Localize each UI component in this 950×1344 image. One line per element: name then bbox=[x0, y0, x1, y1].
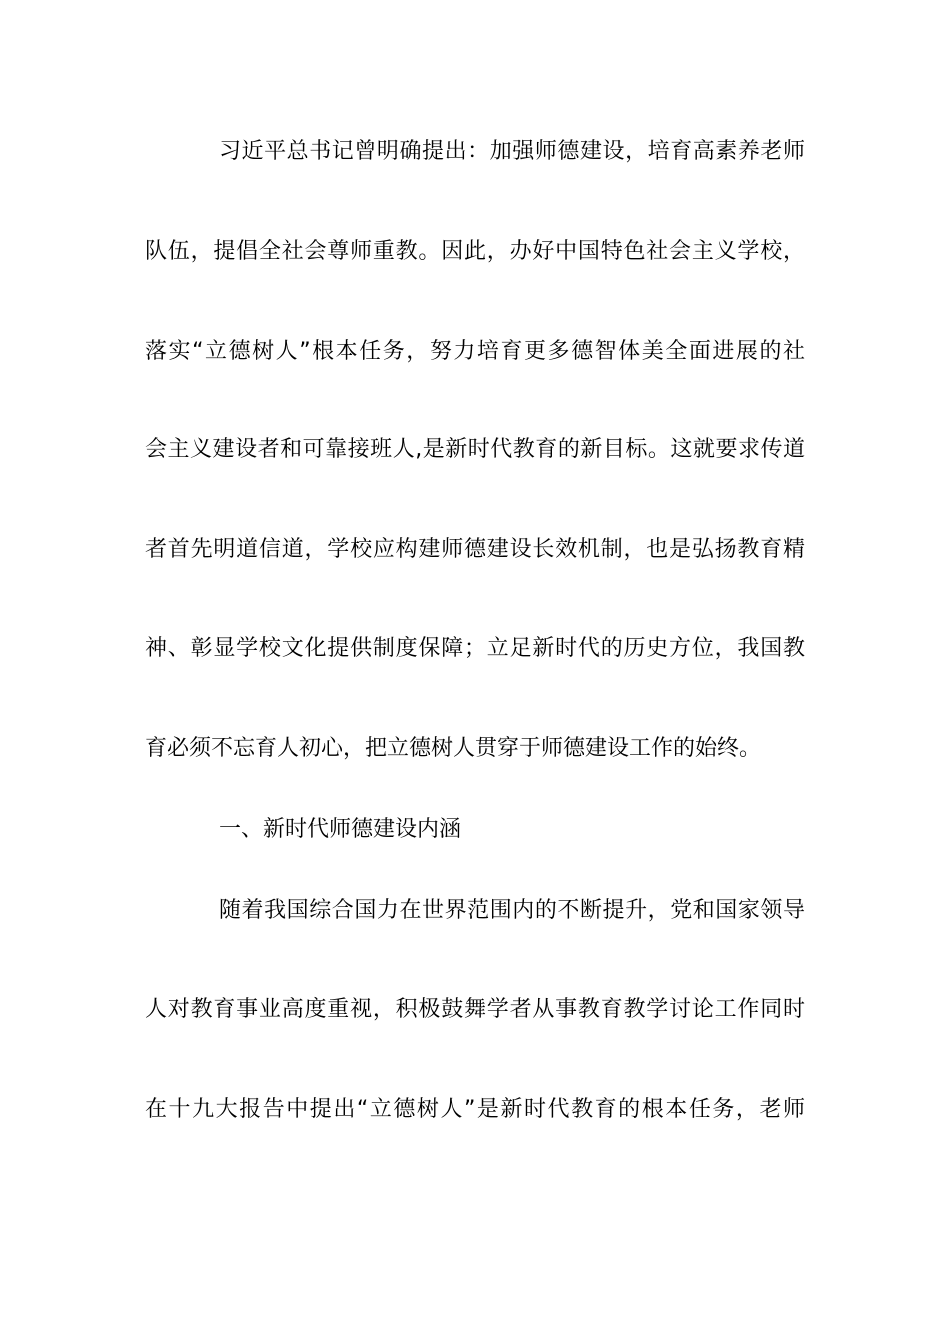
paragraph-2-line-2: 人对教育事业高度重视，积极鼓舞学者从事教育教学讨论工作同时 bbox=[145, 997, 805, 1022]
paragraph-1-line-1: 习近平总书记曾明确提出：加强师德建设，培育高素养老师 bbox=[219, 139, 805, 164]
section-heading: 一、新时代师德建设内涵 bbox=[219, 817, 462, 842]
paragraph-1-line-6: 神、彰显学校文化提供制度保障；立足新时代的历史方位，我国教 bbox=[145, 636, 805, 661]
paragraph-2-line-3: 在十九大报告中提出“立德树人”是新时代教育的根本任务，老师 bbox=[145, 1097, 805, 1122]
paragraph-1-line-2: 队伍，提倡全社会尊师重教。因此，办好中国特色社会主义学校， bbox=[145, 239, 805, 264]
paragraph-1-line-3: 落实“立德树人”根本任务，努力培育更多德智体美全面进展的社 bbox=[145, 339, 805, 364]
paragraph-1-line-7: 育必须不忘育人初心，把立德树人贯穿于师德建设工作的始终。 bbox=[145, 736, 762, 761]
paragraph-2-line-1: 随着我国综合国力在世界范围内的不断提升，党和国家领导 bbox=[219, 898, 805, 923]
paragraph-1-line-4: 会主义建设者和可靠接班人,是新时代教育的新目标。这就要求传道 bbox=[145, 437, 805, 462]
paragraph-1-line-5: 者首先明道信道，学校应构建师德建设长效机制，也是弘扬教育精 bbox=[145, 537, 805, 562]
